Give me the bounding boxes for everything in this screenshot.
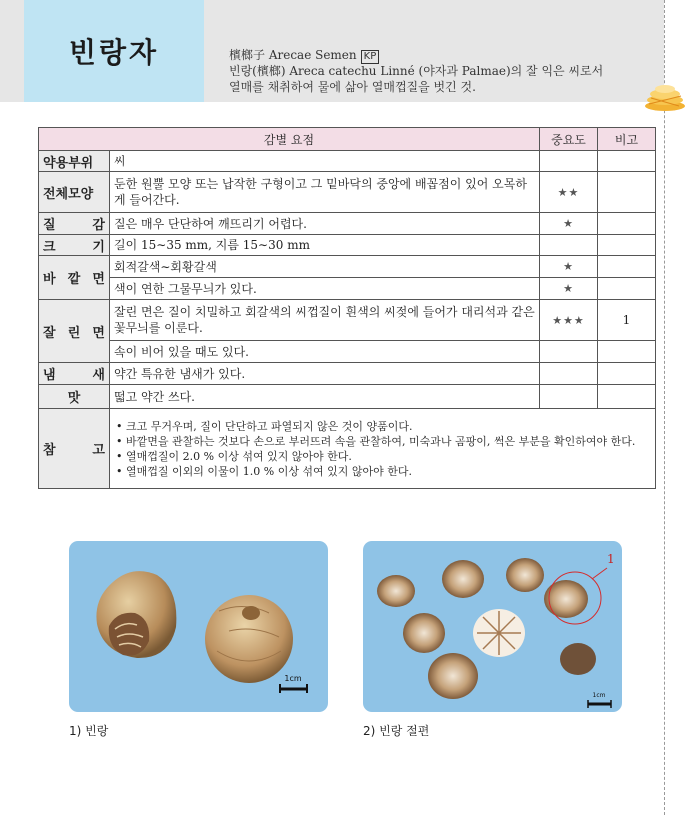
reference-item: • 바깥면을 관찰하는 것보다 손으로 부러뜨려 속을 관찰하여, 미숙과나 곰팡이, 썩은 부분을 확인하여야 한다. [114, 434, 651, 449]
callout-number: 1 [607, 552, 615, 566]
label-reference: 참 고 [39, 409, 110, 489]
page-edge-dashed-line [664, 0, 665, 815]
table-header-row [39, 128, 656, 151]
caption-photo-1: 1) 빈랑 [69, 724, 109, 738]
row-shape [39, 172, 656, 213]
scale-label-1: 1cm [284, 674, 302, 683]
caption-photo-2: 2) 빈랑 절편 [363, 724, 430, 738]
label-surface: 바 깥 면 [39, 256, 110, 300]
photo-seed-slices [363, 541, 622, 712]
note-cut-1: 1 [598, 300, 656, 341]
desc-size: 길이 15∼35 mm, 지름 15∼30 mm [110, 235, 540, 256]
label-cut: 잘 린 면 [39, 300, 110, 363]
desc-surface-1: 회적갈색∼회황갈색 [110, 256, 540, 278]
reference-item: • 열매껍질 이외의 이물이 1.0 % 이상 섞여 있지 않아야 한다. [114, 464, 651, 479]
label-texture: 질 감 [39, 213, 110, 235]
definition-line-2: 열매를 채취하여 물에 삶아 열매껍질을 벗긴 것. [229, 80, 476, 94]
row-reference [39, 409, 656, 489]
label-shape: 전체모양 [39, 172, 110, 213]
row-surface-1 [39, 256, 656, 278]
row-cut-1 [39, 300, 656, 341]
photo-whole-seeds [69, 541, 328, 712]
desc-texture: 질은 매우 단단하여 깨뜨리기 어렵다. [110, 213, 540, 235]
title-box [24, 0, 204, 102]
slice-illustration [363, 541, 622, 712]
row-taste [39, 385, 656, 409]
desc-surface-2: 색이 연한 그물무늬가 있다. [110, 278, 540, 300]
desc-shape: 둔한 원뿔 모양 또는 납작한 구형이고 그 밑바닥의 중앙에 배꼽점이 있어 오목하게 들어간다. [110, 172, 540, 213]
desc-cut-1: 잘린 면은 질이 치밀하고 회갈색의 씨껍질이 흰색의 씨젖에 들어가 대리석과 같은 꽃무늬를 이룬다. [110, 300, 540, 341]
reference-item: • 크고 무거우며, 질이 단단하고 파열되지 않은 것이 양품이다. [114, 419, 651, 434]
reference-item: • 열매껍질이 2.0 % 이상 섞여 있지 않아야 한다. [114, 449, 651, 464]
reference-notes [110, 409, 656, 489]
label-size: 크 기 [39, 235, 110, 256]
desc-smell: 약간 특유한 냄새가 있다. [110, 363, 540, 385]
header-points: 감별 요점 [39, 128, 540, 151]
definition-line-1: 빈랑(檳榔) Areca catechu Linné (야자과 Palmae)의 잘 익은 씨로서 [229, 64, 604, 78]
desc-cut-2: 속이 비어 있을 때도 있다. [110, 341, 540, 363]
importance-texture: ★ [540, 213, 598, 235]
identification-table [38, 127, 656, 489]
importance-surface-2: ★ [540, 278, 598, 300]
row-part [39, 151, 656, 172]
importance-shape: ★★ [540, 172, 598, 213]
reference-list [114, 419, 651, 479]
herb-stack-icon [643, 82, 687, 112]
scale-label-2: 1cm [592, 692, 606, 699]
row-cut-2 [39, 341, 656, 363]
label-smell: 냄 새 [39, 363, 110, 385]
label-part: 약용부위 [39, 151, 110, 172]
header-remarks: 비고 [598, 128, 656, 151]
row-texture [39, 213, 656, 235]
desc-taste: 떫고 약간 쓰다. [110, 385, 540, 409]
page-title: 빈랑자 [68, 36, 160, 69]
row-smell [39, 363, 656, 385]
kp-badge: KP [361, 50, 380, 64]
importance-cut-1: ★★★ [540, 300, 598, 341]
row-size [39, 235, 656, 256]
label-taste: 맛 [39, 385, 110, 409]
header-importance: 중요도 [540, 128, 598, 151]
row-surface-2 [39, 278, 656, 300]
seed-illustration [69, 541, 328, 712]
latin-name: 檳榔子 Arecae Semen [229, 48, 357, 62]
importance-surface-1: ★ [540, 256, 598, 278]
desc-part: 씨 [110, 151, 540, 172]
